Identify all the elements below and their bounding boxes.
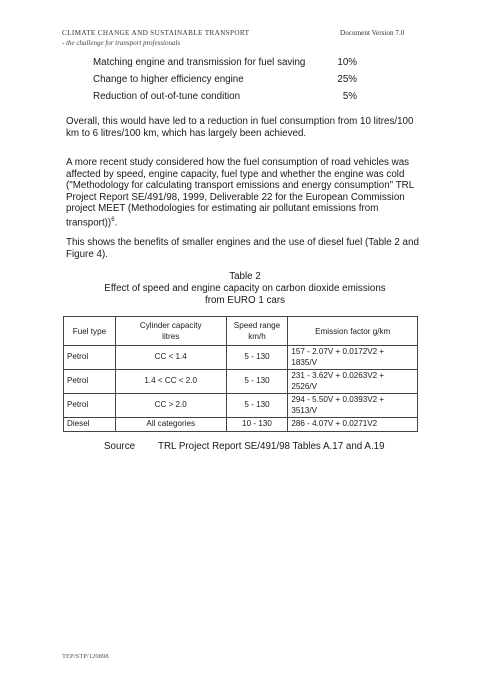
document-footer-code: TEP/STP/120898 (62, 653, 109, 660)
header-cylinder-capacity: Cylinder capacity litres (115, 317, 226, 346)
list-item-label: Change to higher efficiency engine (93, 74, 244, 85)
table-row (64, 370, 418, 394)
list-item (93, 57, 357, 68)
table-caption-line1: Effect of speed and engine capacity on carbon dioxide emissions (104, 283, 386, 294)
list-item-label: Reduction of out-of-tune condition (93, 91, 241, 102)
paragraph-recent-study (66, 157, 424, 228)
table-row (64, 394, 418, 418)
table-row (64, 418, 418, 432)
footnote-reference: 6 (111, 216, 115, 223)
cell-emission-factor: 286 - 4.07V + 0.0271V2 (288, 418, 418, 432)
cell-fuel-type: Petrol (64, 394, 116, 418)
cell-speed-range: 5 - 130 (226, 394, 288, 418)
cell-fuel-type: Petrol (64, 346, 116, 370)
list-item (93, 91, 357, 102)
cell-speed-range: 10 - 130 (226, 418, 288, 432)
list-item (93, 74, 357, 85)
paragraph-text: A more recent study considered how the fuel consumption of road vehicles was affected by speed, engine capacity, fuel type and whether the engine was cold ("Methodology for calculating transport emissions and energy consumption" TRL Project Report SE/491/98, 1999, Deliverable 22 for the European Commission project MEET (Methodologies for estimating air pollutant emissions from transport)) (66, 157, 414, 228)
table-source (104, 441, 385, 452)
table-header-row (64, 317, 418, 346)
document-version: Document Version 7.0 (340, 29, 405, 37)
cell-fuel-type: Diesel (64, 418, 116, 432)
list-item-value: 10% (337, 57, 357, 68)
source-text: TRL Project Report SE/491/98 Tables A.17 and A.19 (158, 441, 385, 452)
source-label: Source (104, 441, 136, 452)
paragraph-end: . (114, 216, 118, 228)
cell-speed-range: 5 - 130 (226, 346, 288, 370)
header-speed-range: Speed range km/h (226, 317, 288, 346)
emission-factor-table (63, 316, 418, 432)
header-fuel-type: Fuel type (64, 317, 116, 346)
cell-emission-factor: 294 - 5.50V + 0.0393V2 + 3513/V (288, 394, 418, 418)
cell-cylinder-capacity: All categories (115, 418, 226, 432)
cell-cylinder-capacity: 1.4 < CC < 2.0 (115, 370, 226, 394)
list-item-label: Matching engine and transmission for fuel saving (93, 57, 306, 68)
table-caption-line2: from EURO 1 cars (204, 295, 286, 306)
table-row (64, 346, 418, 370)
list-item-value: 5% (342, 91, 357, 102)
paragraph-benefits: This shows the benefits of smaller engines and the use of diesel fuel (Table 2 and Figure 4). (66, 237, 419, 260)
document-header-subtitle: - the challenge for transport professionals (62, 39, 181, 47)
cell-emission-factor: 231 - 3.62V + 0.0263V2 + 2526/V (288, 370, 418, 394)
cell-cylinder-capacity: CC < 1.4 (115, 346, 226, 370)
header-emission-factor: Emission factor g/km (288, 317, 418, 346)
cell-emission-factor: 157 - 2.07V + 0.0172V2 + 1835/V (288, 346, 418, 370)
paragraph-fuel-reduction: Overall, this would have led to a reduction in fuel consumption from 10 litres/100 km to 6 litres/100 km, which has largely been achieved. (66, 116, 414, 139)
cell-fuel-type: Petrol (64, 370, 116, 394)
cell-speed-range: 5 - 130 (226, 370, 288, 394)
document-header-title: CLIMATE CHANGE AND SUSTAINABLE TRANSPORT (62, 29, 250, 37)
cell-cylinder-capacity: CC > 2.0 (115, 394, 226, 418)
list-item-value: 25% (337, 74, 357, 85)
table-number: Table 2 (229, 271, 261, 282)
